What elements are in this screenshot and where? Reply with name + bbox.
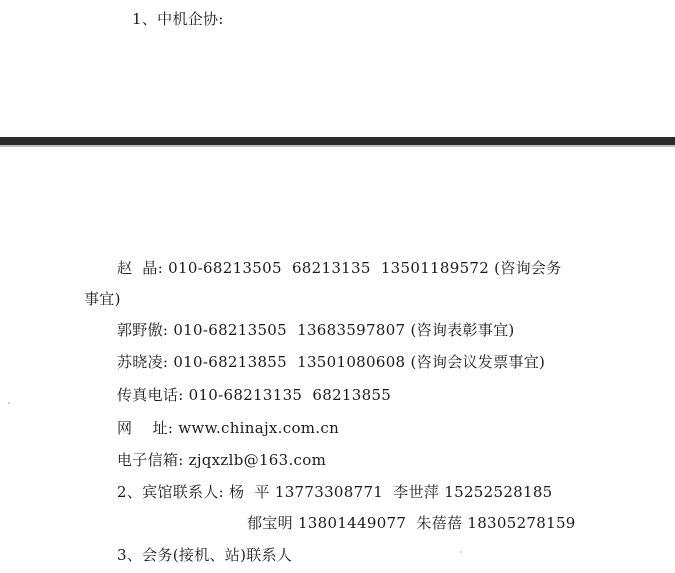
contact-guo: 郭野傲: 010-68213505 13683597807 (咨询表彰事宜) [117,321,515,339]
contact-fax: 传真电话: 010-68213135 68213855 [117,386,392,404]
contact-su: 苏晓凌: 010-68213855 13501080608 (咨询会议发票事宜) [117,353,546,371]
divider-shadow [0,145,675,147]
contact-zhao-line1: 赵 晶: 010-68213505 68213135 13501189572 (咨询会务 [117,259,562,277]
scan-speck [460,551,462,553]
contact-website: 网 址: www.chinajx.com.cn [117,419,340,437]
section-heading-1: 1、中机企协: [132,10,224,28]
scan-speck [8,402,10,404]
hotel-contacts-line2: 郁宝明 13801449077 朱蓓蓓 18305278159 [247,514,576,532]
contact-email: 电子信箱: zjqxzlb@163.com [117,451,327,469]
contact-zhao-line2: 事宜) [84,290,121,308]
hotel-contacts-line1: 2、宾馆联系人: 杨 平 13773308771 李世萍 15252528185 [117,483,553,501]
horizontal-divider [0,137,675,145]
conference-contacts-heading: 3、会务(接机、站)联系人 [117,546,293,564]
